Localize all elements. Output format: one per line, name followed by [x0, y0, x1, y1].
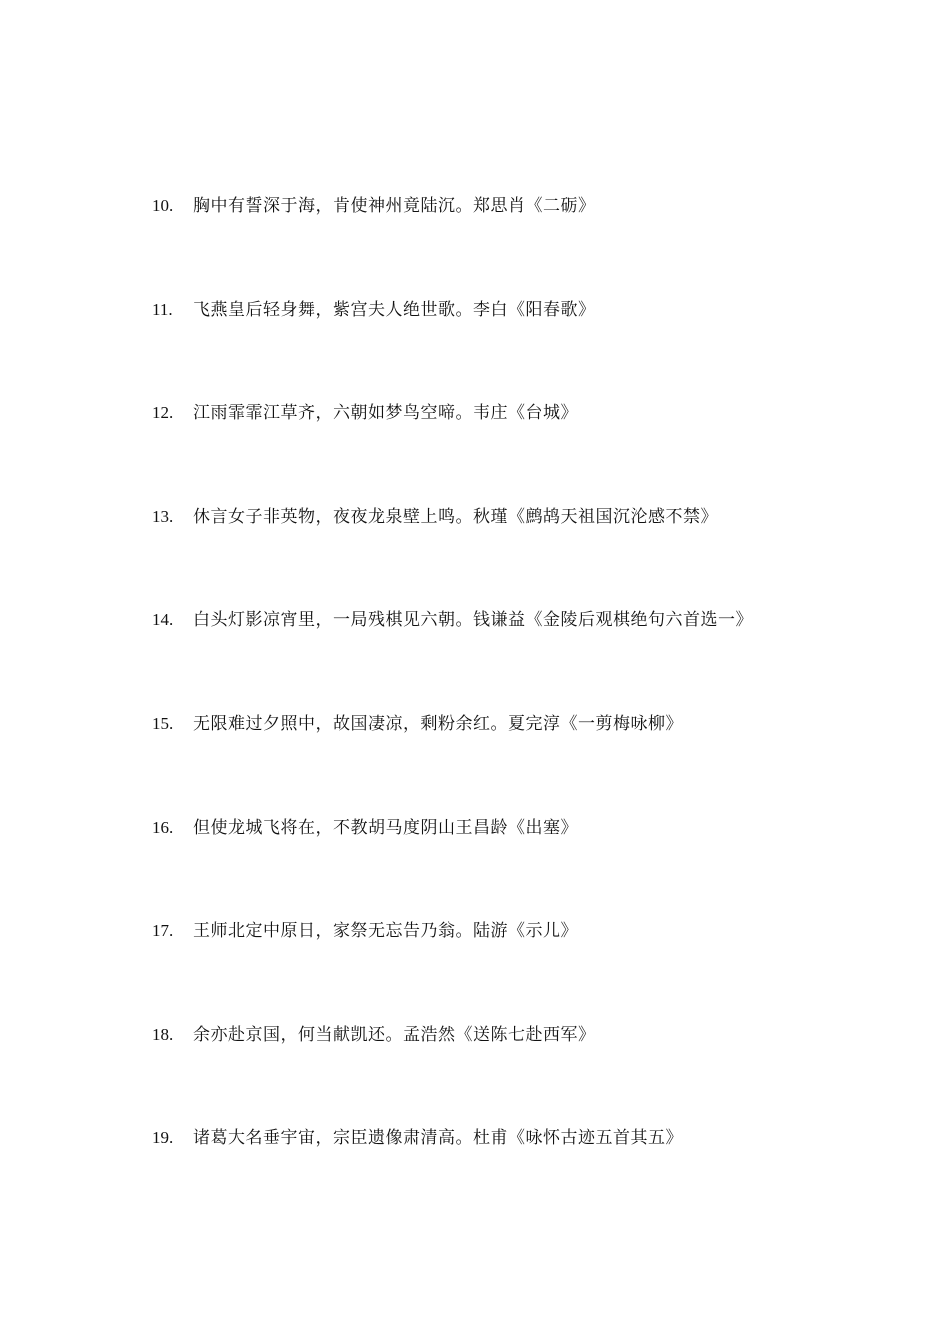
- entry-number: 14.: [152, 610, 174, 630]
- list-item: [152, 607, 912, 711]
- list-item: [152, 1022, 912, 1126]
- entry-text: 但使龙城飞将在，不教胡马度阴山王昌龄《出塞》: [193, 817, 578, 838]
- list-item: [152, 297, 912, 401]
- entry-number: 17.: [152, 921, 174, 941]
- entry-number: 11.: [152, 299, 173, 319]
- entry-number: 10.: [152, 196, 174, 215]
- entry-number: 16.: [152, 817, 174, 837]
- entry-number: 12.: [152, 403, 174, 423]
- list-item: [152, 815, 912, 919]
- list-item: [152, 193, 912, 297]
- entry-text: 诸葛大名垂宇宙，宗臣遗像肃清高。杜甫《咏怀古迹五首其五》: [193, 1128, 683, 1149]
- list-item: [152, 711, 912, 815]
- entry-number: 19.: [152, 1128, 174, 1148]
- list-item: [152, 400, 912, 504]
- entry-text: 休言女子非英物，夜夜龙泉壁上鸣。秋瑾《鹧鸪天祖国沉沦感不禁》: [193, 506, 718, 527]
- entry-text: 无限难过夕照中，故国凄凉，剩粉余红。夏完淳《一剪梅咏柳》: [193, 713, 683, 734]
- entry-number: 15.: [152, 713, 174, 733]
- entry-text: 王师北定中原日，家祭无忘告乃翁。陆游《示儿》: [193, 921, 578, 942]
- entry-text: 飞燕皇后轻身舞，紫宫夫人绝世歌。李白《阳春歌》: [193, 299, 596, 320]
- entry-number: 13.: [152, 506, 174, 526]
- entry-text: 江雨霏霏江草齐，六朝如梦鸟空啼。韦庄《台城》: [193, 403, 578, 424]
- poem-quote-list: [152, 193, 912, 1229]
- list-item: [152, 918, 912, 1022]
- entry-text: 余亦赴京国，何当献凯还。孟浩然《送陈七赴西军》: [193, 1024, 596, 1045]
- entry-text: 胸中有誓深于海，肯使神州竟陆沉。郑思肖《二砺》: [193, 196, 596, 216]
- list-item: [152, 504, 912, 608]
- list-item: [152, 1125, 912, 1229]
- entry-text: 白头灯影凉宵里，一局残棋见六朝。钱谦益《金陵后观棋绝句六首选一》: [193, 610, 753, 631]
- entry-number: 18.: [152, 1024, 174, 1044]
